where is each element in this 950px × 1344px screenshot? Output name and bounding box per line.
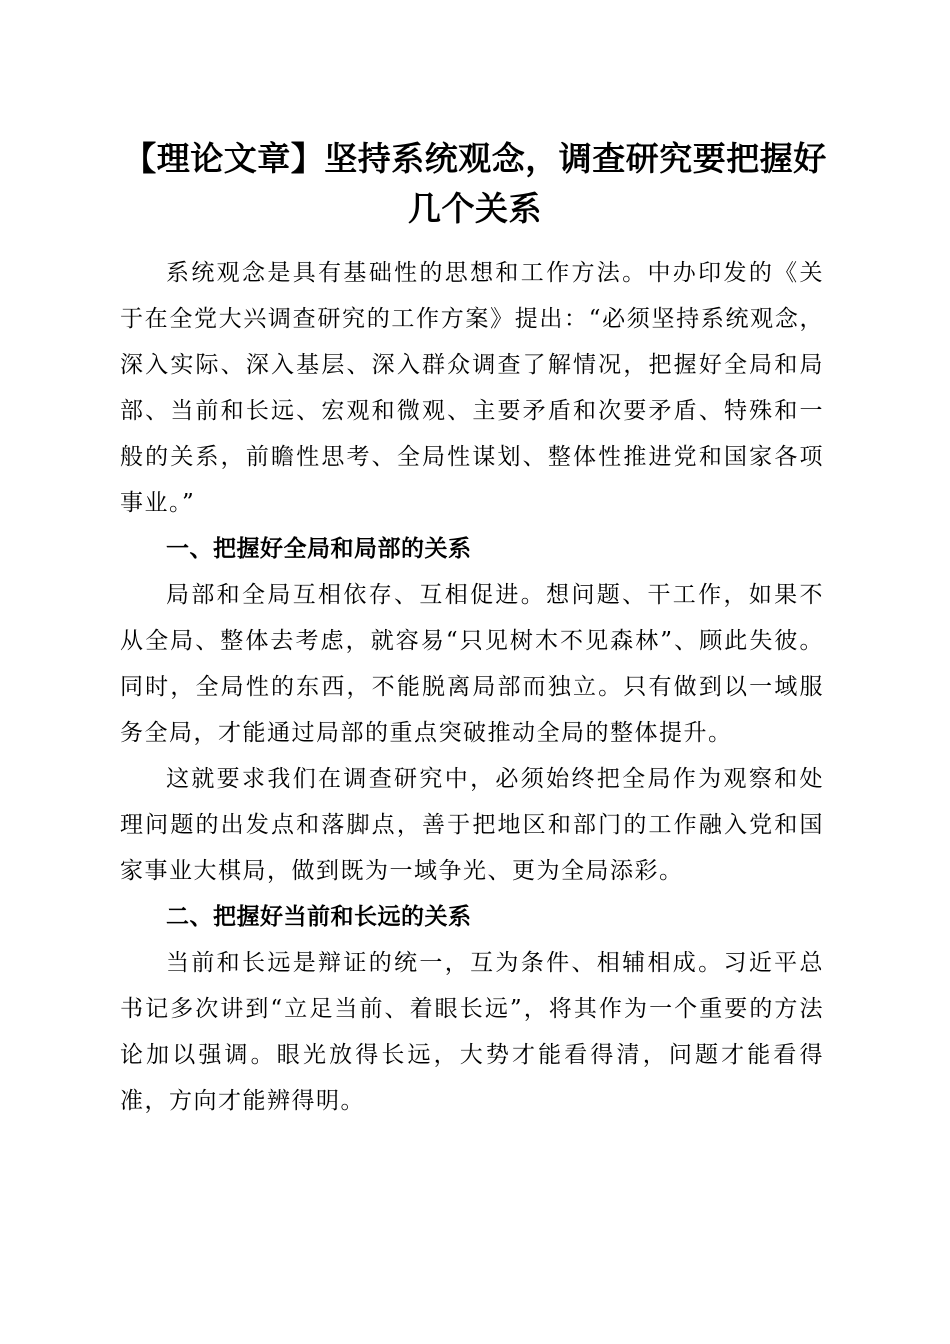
section-heading-1: 一、把握好全局和局部的关系 — [166, 536, 472, 562]
section-heading-2: 二、把握好当前和长远的关系 — [166, 904, 472, 930]
section-1-paragraph-2: 这就要求我们在调查研究中，必须始终把全局作为观察和处理问题的出发点和落脚点，善于把地区和部门的工作融入党和国家事业大棋局，做到既为一域争光、更为全局添彩。 — [120, 766, 824, 884]
intro-paragraph: 系统观念是具有基础性的思想和工作方法。中办印发的《关于在全党大兴调查研究的工作方案》提出：“必须坚持系统观念，深入实际、深入基层、深入群众调查了解情况，把握好全局和局部、当前和长远、宏观和微观、主要矛盾和次要矛盾、特殊和一般的关系，前瞻性思考、全局性谋划、整体性推进党和国家各项事业。” — [120, 260, 824, 516]
section-2-paragraph-1: 当前和长远是辩证的统一，互为条件、相辅相成。习近平总书记多次讲到“立足当前、着眼长远”，将其作为一个重要的方法论加以强调。眼光放得长远，大势才能看得清，问题才能看得准，方向才能辨得明。 — [120, 950, 824, 1114]
section-1-paragraph-1: 局部和全局互相依存、互相促进。想问题、干工作，如果不从全局、整体去考虑，就容易“只见树木不见森林”、顾此失彼。同时，全局性的东西，不能脱离局部而独立。只有做到以一域服务全局，才能通过局部的重点突破推动全局的整体提升。 — [120, 582, 824, 746]
document-body — [120, 250, 824, 1124]
document-title: 【理论文章】坚持系统观念，调查研究要把握好几个关系 — [123, 139, 827, 228]
